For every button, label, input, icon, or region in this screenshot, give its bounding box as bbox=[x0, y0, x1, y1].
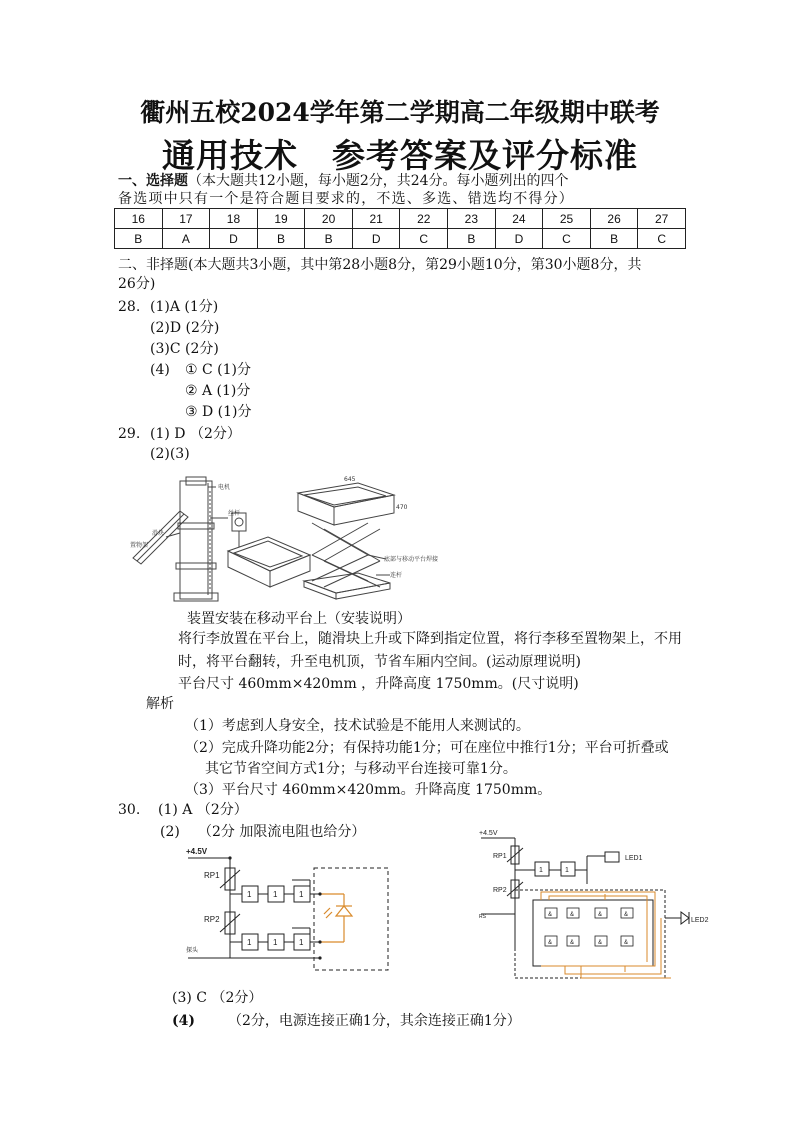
answer-table-answer-row bbox=[115, 229, 686, 249]
q29-analysis-label: 解析 bbox=[146, 696, 174, 712]
q30-label: 30. bbox=[118, 802, 141, 818]
right-and-1: & bbox=[548, 912, 553, 918]
right-rs-label: RS bbox=[479, 914, 486, 920]
page-subtitle: 通用技术 参考答案及评分标准 bbox=[162, 136, 638, 175]
section2-line2: 26分) bbox=[118, 276, 156, 292]
label-dim-depth: 470 bbox=[396, 504, 408, 511]
q28-sub-3: ③ D (1)分 bbox=[185, 404, 252, 420]
answer-cell: B bbox=[590, 229, 638, 249]
answer-cell: D bbox=[352, 229, 400, 249]
right-rp2-label: RP2 bbox=[493, 887, 507, 894]
section1-heading: 一、选择题 bbox=[118, 173, 188, 189]
right-gate-1: 1 bbox=[539, 867, 543, 874]
circuit-right bbox=[475, 828, 709, 984]
label-weld: 底部与移动平台焊接 bbox=[384, 556, 439, 563]
section2-line1: 二、非择题(本大题共3小题，其中第28小题8分，第29小题10分，第30小题8分，共 bbox=[118, 257, 642, 273]
lift-device-drawing bbox=[128, 463, 448, 603]
q29-analysis-2: （2）完成升降功能2分；有保持功能1分；可在座位中推行1分；平台可折叠或 bbox=[185, 740, 669, 756]
right-gate-2: 1 bbox=[565, 867, 569, 874]
label-rod: 连杆 bbox=[390, 572, 403, 579]
answer-cell: C bbox=[638, 229, 686, 249]
q29-desc-2: 将行李放置在平台上，随滑块上升或下降到指定位置，将行李移至置物架上，不用 bbox=[178, 631, 682, 647]
q30-part1: (1) A （2分） bbox=[158, 802, 248, 818]
q28-item-1: (1)A (1分) bbox=[150, 299, 219, 315]
question-number-cell: 27 bbox=[638, 209, 686, 229]
answer-cell: B bbox=[448, 229, 496, 249]
answer-cell: D bbox=[210, 229, 258, 249]
question-number-cell: 26 bbox=[590, 209, 638, 229]
q29-desc-4: 平台尺寸 460mm×420mm ，升降高度 1750mm。(尺寸说明) bbox=[178, 676, 579, 692]
q30-part4-note: （2分，电源连接正确1分，其余连接正确1分） bbox=[228, 1013, 521, 1029]
answer-table bbox=[114, 208, 686, 249]
q28-item-4-label: (4) bbox=[150, 362, 170, 378]
left-rp1-label: RP1 bbox=[204, 871, 220, 880]
left-gate-2: 1 bbox=[273, 890, 278, 899]
q30-part2-label: (2) bbox=[160, 824, 180, 840]
right-vcc-label: +4.5V bbox=[479, 830, 498, 837]
answer-cell: B bbox=[305, 229, 353, 249]
q29-desc-1: 装置安装在移动平台上（安装说明） bbox=[187, 611, 411, 627]
question-number-cell: 19 bbox=[257, 209, 305, 229]
q29-analysis-3: 其它节省空间方式1分；与移动平台连接可靠1分。 bbox=[205, 761, 517, 777]
question-number-cell: 20 bbox=[305, 209, 353, 229]
right-rp1-label: RP1 bbox=[493, 853, 507, 860]
question-number-cell: 22 bbox=[400, 209, 448, 229]
answer-cell: B bbox=[115, 229, 163, 249]
q30-part4-label: (4) bbox=[172, 1013, 195, 1029]
question-number-cell: 21 bbox=[352, 209, 400, 229]
answer-cell: B bbox=[257, 229, 305, 249]
left-gate-3: 1 bbox=[299, 890, 304, 899]
answer-cell: A bbox=[162, 229, 210, 249]
label-slider: 滑块 bbox=[152, 530, 165, 537]
answer-cell: C bbox=[543, 229, 591, 249]
question-number-cell: 16 bbox=[115, 209, 163, 229]
right-and-7: & bbox=[598, 940, 603, 946]
right-and-2: & bbox=[570, 912, 575, 918]
q29-desc-3: 时，将平台翻转，升至电机顶，节省车厢内空间。(运动原理说明) bbox=[178, 654, 581, 670]
q29-part1: (1) D （2分） bbox=[150, 426, 241, 442]
q29-label: 29. bbox=[118, 426, 141, 442]
q28-item-2: (2)D (2分) bbox=[150, 320, 220, 336]
right-led2-label: LED2 bbox=[691, 917, 709, 924]
question-number-cell: 18 bbox=[210, 209, 258, 229]
left-gate-4: 1 bbox=[247, 938, 252, 947]
right-and-4: & bbox=[624, 912, 629, 918]
answer-cell: C bbox=[400, 229, 448, 249]
left-vcc-label: +4.5V bbox=[186, 847, 208, 856]
left-probe-label: 探头 bbox=[186, 948, 199, 954]
right-and-3: & bbox=[598, 912, 603, 918]
q28-item-3: (3)C (2分) bbox=[150, 341, 219, 357]
q30-part3: (3) C （2分） bbox=[172, 990, 263, 1006]
section1-desc-line1: （本大题共12小题，每小题2分，共24分。每小题列出的四个 bbox=[188, 173, 569, 189]
right-and-8: & bbox=[624, 940, 629, 946]
label-motor: 电机 bbox=[218, 484, 231, 491]
left-gate-5: 1 bbox=[273, 938, 278, 947]
q29-analysis-1: （1）考虑到人身安全，技术试验是不能用人来测试的。 bbox=[185, 718, 530, 734]
section1-line1 bbox=[118, 171, 569, 191]
question-number-cell: 17 bbox=[162, 209, 210, 229]
section1-desc-line2: 备选项中只有一个是符合题目要求的，不选、多选、错选均不得分） bbox=[118, 191, 574, 207]
label-shelf: 置物架 bbox=[130, 542, 149, 549]
question-number-cell: 24 bbox=[495, 209, 543, 229]
q29-analysis-4: （3）平台尺寸 460mm×420mm。升降高度 1750mm。 bbox=[185, 782, 552, 798]
q28-sub-1: ① C (1)分 bbox=[185, 362, 251, 378]
q28-sub-2: ② A (1)分 bbox=[185, 383, 251, 399]
question-number-cell: 25 bbox=[543, 209, 591, 229]
left-gate-6: 1 bbox=[299, 938, 304, 947]
label-dim-width: 645 bbox=[344, 476, 356, 483]
answer-table-number-row bbox=[115, 209, 686, 229]
q30-part2-note: （2分 加限流电阻也给分） bbox=[198, 824, 366, 840]
right-and-5: & bbox=[548, 940, 553, 946]
circuit-left bbox=[180, 846, 392, 974]
answer-cell: D bbox=[495, 229, 543, 249]
question-number-cell: 23 bbox=[448, 209, 496, 229]
right-and-6: & bbox=[570, 940, 575, 946]
label-screw: 丝杆 bbox=[228, 510, 241, 517]
q28-label: 28. bbox=[118, 299, 141, 315]
left-gate-1: 1 bbox=[247, 890, 252, 899]
q29-part23: (2)(3) bbox=[150, 446, 190, 462]
page-title: 衢州五校2024学年第二学期高二年级期中联考 bbox=[140, 98, 660, 127]
left-rp2-label: RP2 bbox=[204, 915, 220, 924]
right-led1-label: LED1 bbox=[625, 855, 643, 862]
